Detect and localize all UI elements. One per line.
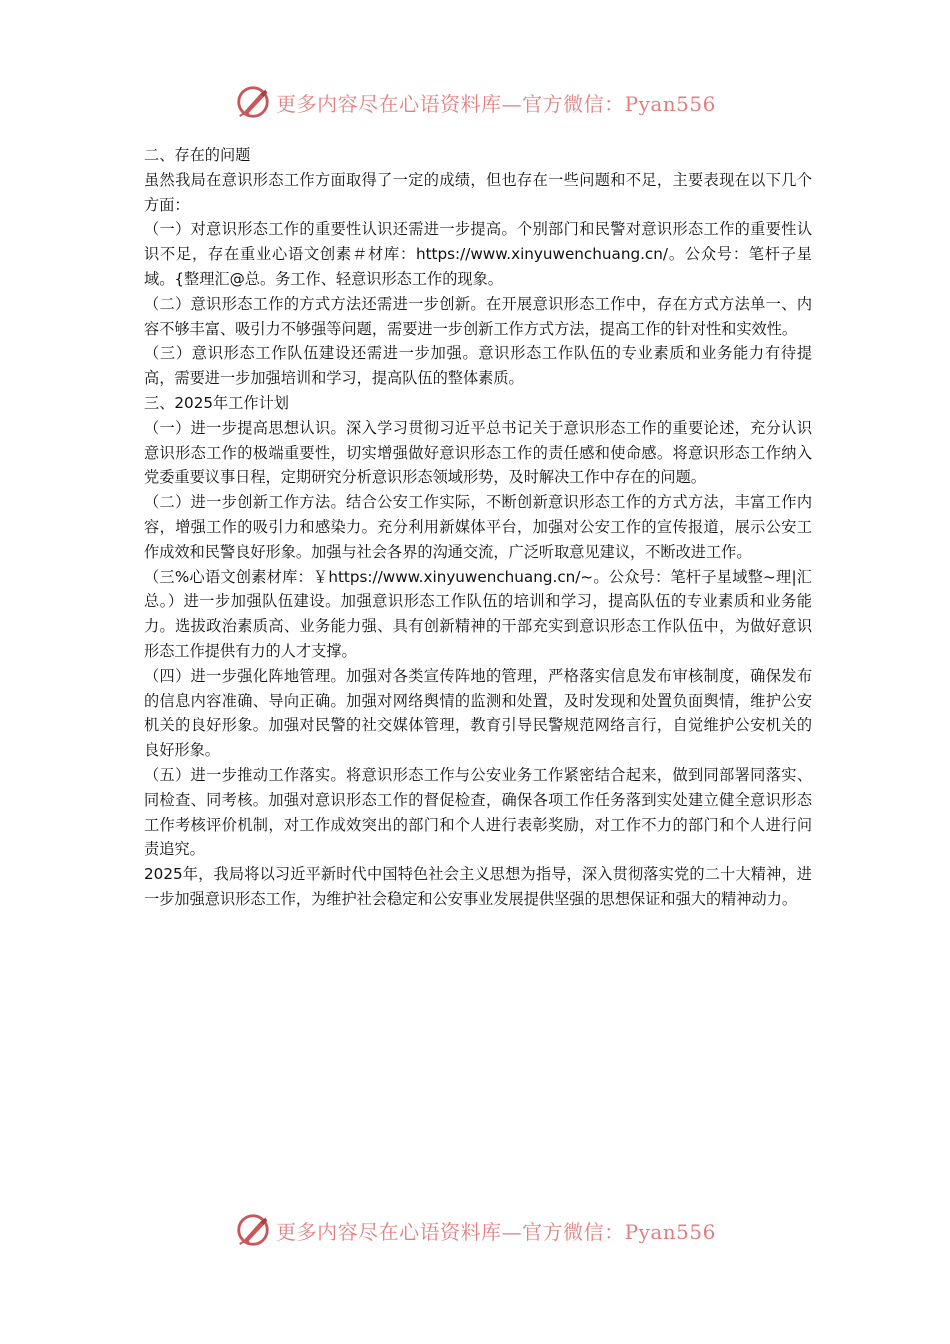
paragraph: （五）进一步推动工作落实。将意识形态工作与公安业务工作紧密结合起来，做到同部署同落实、同检查、同考核。加强对意识形态工作的督促检查，确保各项工作任务落到实处建立健全意识形态工作考核评价机制，对工作成效突出的部门和个人进行表彰奖励，对工作不力的部门和个人进行问责追究。 [144, 765, 812, 859]
pen-logo-icon [234, 83, 272, 121]
paragraph: （三）意识形态工作队伍建设还需进一步加强。意识形态工作队伍的专业素质和业务能力有待提高，需要进一步加强培训和学习，提高队伍的整体素质。 [144, 344, 812, 388]
document-body [144, 143, 812, 912]
paragraph: （四）进一步强化阵地管理。加强对各类宣传阵地的管理，严格落实信息发布审核制度，确保发布的信息内容准确、导向正确。加强对网络舆情的监测和处置，及时发现和处置负面舆情，维护公安机关的良好形象。加强对民警的社交媒体管理，教育引导民警规范网络言行，自觉维护公安机关的良好形象。 [144, 666, 812, 760]
footer-banner [0, 1210, 950, 1250]
paragraph: 2025年，我局将以习近平新时代中国特色社会主义思想为指导，深入贯彻落实党的二十大精神，进一步加强意识形态工作，为维护社会稳定和公安事业发展提供坚强的思想保证和强大的精神动力。 [144, 865, 812, 908]
header-banner [0, 82, 950, 122]
section-heading-problems: 二、存在的问题 [144, 146, 251, 164]
paragraph: （一）对意识形态工作的重要性认识还需进一步提高。个别部门和民警对意识形态工作的重要性认识不足，存在重业心语文创素＃材库：https://www.xinyuwenchuang.cn/。公众号：笔杆子星域。{整理汇@总。务工作、轻意识形态工作的现象。 [144, 220, 812, 288]
paragraph: （二）意识形态工作的方式方法还需进一步创新。在开展意识形态工作中，存在方式方法单一、内容不够丰富、吸引力不够强等问题，需要进一步创新工作方式方法，提高工作的针对性和实效性。 [144, 294, 812, 338]
paragraph: （一）进一步提高思想认识。深入学习贯彻习近平总书记关于意识形态工作的重要论述，充分认识意识形态工作的极端重要性，切实增强做好意识形态工作的责任感和使命感。将意识形态工作纳入党委重要议事日程，定期研究分析意识形态领域形势，及时解决工作中存在的问题。 [144, 418, 812, 487]
paragraph: （二）进一步创新工作方法。结合公安工作实际，不断创新意识形态工作的方式方法，丰富工作内容，增强工作的吸引力和感染力。充分利用新媒体平台，加强对公安工作的宣传报道，展示公安工作成效和民警良好形象。加强与社会各界的沟通交流，广泛听取意见建议，不断改进工作。 [144, 493, 812, 561]
paragraph: （三%心语文创素材库：￥https://www.xinyuwenchuang.cn/~。公众号：笔杆子星域整~理|汇总。）进一步加强队伍建设。加强意识形态工作队伍的培训和学习，提高队伍的专业素质和业务能力。选拔政治素质高、业务能力强、具有创新精神的干部充实到意识形态工作队伍中，为做好意识形态工作提供有力的人才支撑。 [144, 567, 812, 660]
pen-logo-icon [234, 1211, 272, 1249]
section-heading-plan: 三、2025年工作计划 [144, 393, 289, 412]
banner-text: 更多内容尽在心语资料库—官方微信：Pyan556 [276, 1219, 716, 1244]
banner-text: 更多内容尽在心语资料库—官方微信：Pyan556 [276, 91, 716, 116]
paragraph: 虽然我局在意识形态工作方面取得了一定的成绩，但也存在一些问题和不足，主要表现在以下几个方面： [144, 170, 812, 214]
